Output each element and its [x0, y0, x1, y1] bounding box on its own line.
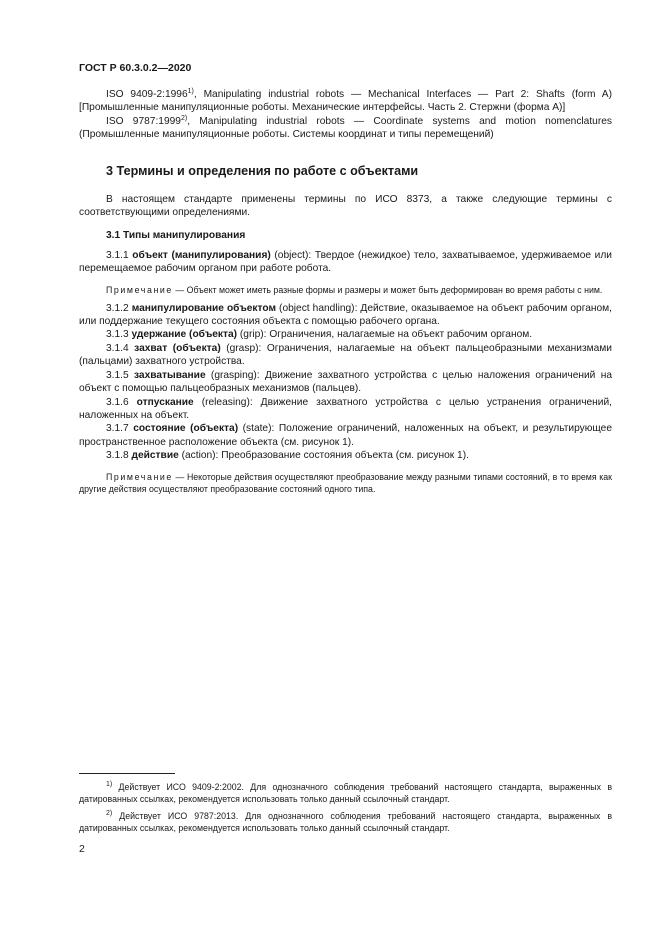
page-number: 2 — [79, 843, 85, 855]
term-name: захват (объекта) — [134, 342, 221, 354]
reference-iso-9787: ISO 9787:1999$^{2)}$, Manipulating industrial robots — Coordinate systems and motion nomenclatures (Промышленные манипуляционные роботы. Системы координат и типы перемещений) — [79, 114, 612, 141]
note-label: Примечание — [106, 284, 173, 295]
term-name: захватывание — [133, 369, 206, 381]
term-3-1-4: 3.1.4 захват (объекта) (grasp): Ограничения, налагаемые на объект пальцеобразными механизмами (пальцами) захватного устройства. — [79, 342, 612, 368]
footnote-1: $^{1)}$ Действует ИСО 9409-2:2002. Для однозначного соблюдения требований настоящего стандарта, выраженных в датированных ссылках, рекомендуется использовать только данный ссылочный стандарт. — [79, 781, 612, 804]
note-actions: Примечание — Некоторые действия осуществляют преобразование между разными типами состояний, в то время как другие действия осуществляют преобразование состояний одного типа. — [79, 471, 612, 494]
term-3-1-2: 3.1.2 манипулирование объектом (object handling): Действие, оказываемое на объект рабочим органом, или поддержание текущего состояния объекта с помощью рабочего органа. — [79, 302, 613, 328]
section-intro: В настоящем стандарте применены термины по ИСО 8373, а также следующие термины с соответствующими определениями. — [79, 193, 612, 219]
footnotes — [79, 781, 612, 839]
term-3-1-5: 3.1.5 захватывание (grasping): Движение захватного устройства с целью наложения ограничений на объект с помощью пальцеобразных механизмов (пальцев). — [79, 369, 612, 395]
term-3-1-6: 3.1.6 отпускание (releasing): Движение захватного устройства с целью устранения ограничений, наложенных на объект. — [79, 396, 612, 421]
reference-iso-9409: ISO 9409-2:1996$^{1)}$, Manipulating industrial robots — Mechanical Interfaces — Part 2: Shafts (form A) [Промышленные манипуляционные роботы. Механические интерфейсы. Часть 2. Стержни (форма А)] — [79, 88, 612, 114]
term-name: действие — [131, 450, 179, 462]
note-label: Примечание — [106, 471, 173, 482]
term-name: манипулирование объектом — [131, 302, 277, 314]
term-3-1-3: 3.1.3 удержание (объекта) (grip): Ограничения, налагаемые на объект рабочим органом. — [106, 329, 533, 341]
note-object: Примечание — Объект может иметь разные формы и размеры и может быть деформирован во время работы с ним. — [106, 284, 603, 295]
term-name: объект (манипулирования) — [132, 249, 271, 261]
term-name: отпускание — [136, 396, 194, 408]
footnote-ref-2: 2) — [180, 114, 188, 122]
subsection-title: 3.1 Типы манипулирования — [106, 230, 246, 242]
main-content — [79, 88, 612, 501]
footnote-mark: 1) — [106, 781, 113, 788]
term-3-1-1: 3.1.1 объект (манипулирования) (object): Твердое (нежидкое) тело, захватываемое, удерживаемое или перемещаемое рабочим органом при работе робота. — [79, 249, 612, 275]
footnote-mark: 2) — [106, 810, 113, 817]
footnote-divider — [79, 773, 175, 774]
term-3-1-8: 3.1.8 действие (action): Преобразование состояния объекта (см. рисунок 1). — [106, 450, 469, 462]
section-title: 3 Термины и определения по работе с объектами — [106, 163, 419, 178]
term-3-1-7: 3.1.7 состояние (объекта) (state): Положение ограничений, наложенных на объект, и результирующее пространственное расположение объекта (см. рисунок 1). — [79, 423, 613, 448]
document-header: ГОСТ Р 60.3.0.2—2020 — [79, 62, 192, 74]
term-name: удержание (объекта) — [131, 329, 238, 341]
footnote-2: $^{2)}$ Действует ИСО 9787:2013. Для однозначного соблюдения требований настоящего стандарта, выраженных в датированных ссылках, рекомендуется использовать только данный ссылочный стандарт. — [79, 810, 612, 833]
footnote-ref-1: 1) — [187, 88, 194, 95]
term-name: состояние (объекта) — [133, 423, 239, 435]
